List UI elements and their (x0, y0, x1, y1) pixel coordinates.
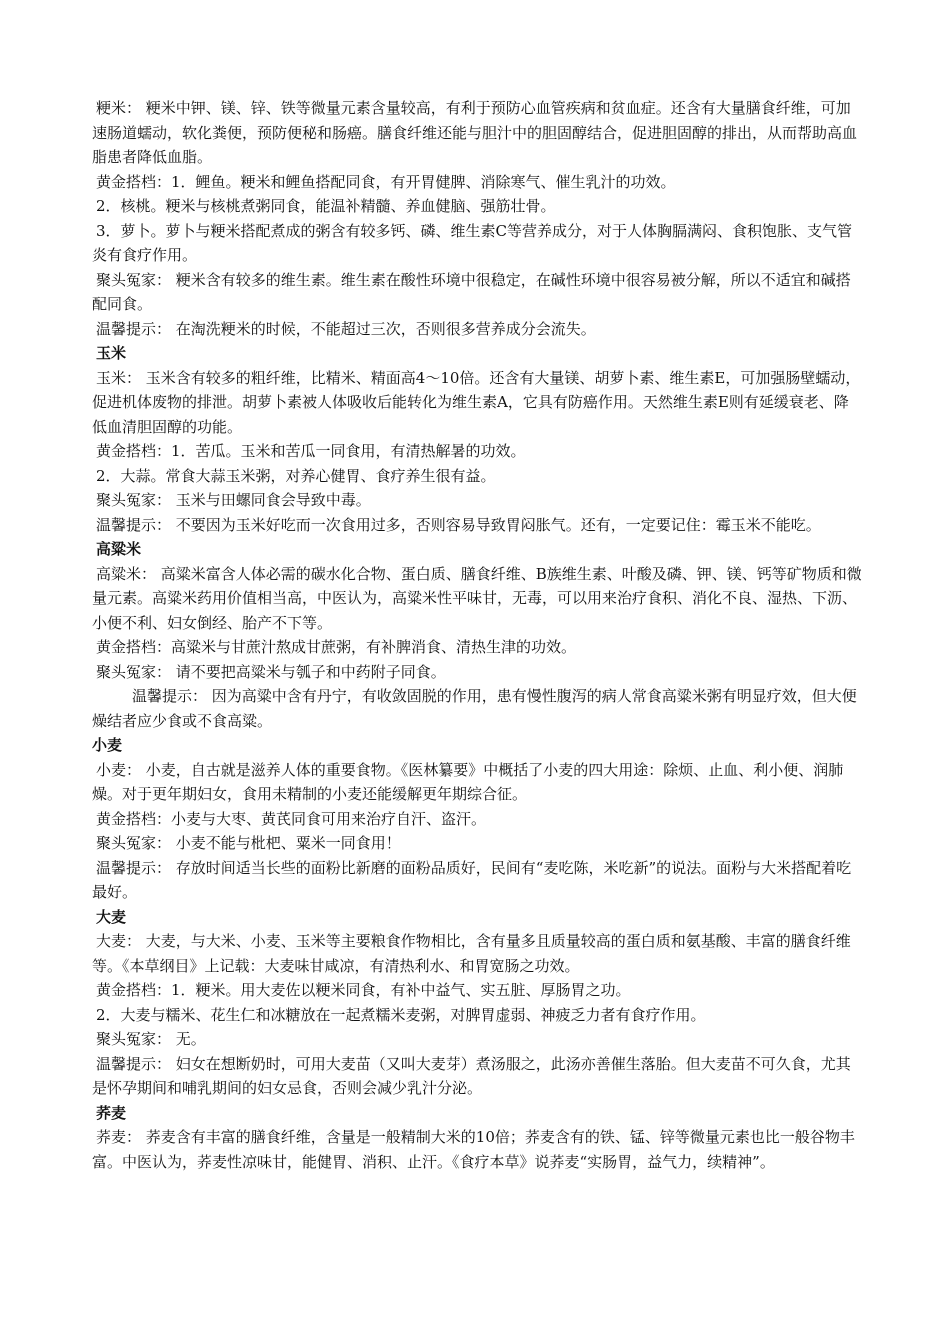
paragraph: 温馨提示： 存放时间适当长些的面粉比新磨的面粉品质好，民间有“麦吃陈，米吃新”的说法。面粉与大米搭配着吃最好。 (92, 858, 852, 901)
section-heading: 小麦 (92, 736, 123, 754)
document-body (92, 96, 862, 1174)
paragraph: 聚头冤家： 无。 (96, 1030, 206, 1048)
paragraph: 温馨提示： 因为高粱中含有丹宁，有收敛固脱的作用，患有慢性腹泻的病人常食高粱米粥有明显疗效，但大便燥结者应少食或不食高粱。 (92, 687, 857, 730)
section-heading: 大麦 (96, 907, 127, 926)
paragraph: 聚头冤家： 粳米含有较多的维生素。维生素在酸性环境中很稳定，在碱性环境中很容易被分解，所以不适宜和碱搭配同食。 (92, 270, 851, 313)
paragraph: 黄金搭档：1．苦瓜。玉米和苦瓜一同食用，有清热解暑的功效。 (96, 442, 526, 460)
paragraph: 2．大麦与糯米、花生仁和冰糖放在一起煮糯米麦粥，对脾胃虚弱、神疲乏力者有食疗作用。 (96, 1005, 706, 1024)
paragraph: 聚头冤家： 玉米与田螺同食会导致中毒。 (96, 491, 371, 509)
paragraph: 聚头冤家： 请不要把高粱米与瓠子和中药附子同食。 (96, 662, 446, 681)
paragraph: 黄金搭档：小麦与大枣、黄芪同食可用来治疗自汗、盗汗。 (96, 809, 487, 828)
paragraph: 小麦： 小麦，自古就是滋养人体的重要食物。《医林纂要》中概括了小麦的四大用途：除烦、止血、利小便、润肺燥。对于更年期妇女，食用未精制的小麦还能缓解更年期综合征。 (92, 760, 844, 803)
paragraph: 高粱米： 高粱米富含人体必需的碳水化合物、蛋白质、膳食纤维、B族维生素、叶酸及磷、钾、镁、钙等矿物质和微量元素。高粱米药用价值相当高，中医认为，高粱米性平味甘，无毒，可以用来治疗食积、消化不良、湿热、下沥、小便不利、妇女倒经、胎产不下等。 (92, 564, 862, 632)
paragraph: 粳米： 粳米中钾、镁、锌、铁等微量元素含量较高，有利于预防心血管疾病和贫血症。还含有大量膳食纤维，可加速肠道蠕动，软化粪便，预防便秘和肠癌。膳食纤维还能与胆汁中的胆固醇结合，促进胆固醇的排出，从而帮助高血脂患者降低血脂。 (92, 99, 858, 166)
paragraph: 2．大蒜。常食大蒜玉米粥，对养心健胃、食疗养生很有益。 (96, 466, 496, 485)
paragraph: 3．萝卜。萝卜与粳米搭配煮成的粥含有较多钙、磷、维生素C等营养成分，对于人体胸膈满闷、食积饱胀、支气管炎有食疗作用。 (92, 221, 853, 264)
paragraph: 聚头冤家： 小麦不能与枇杷、粟米一同食用！ (96, 834, 401, 852)
paragraph: 大麦： 大麦，与大米、小麦、玉米等主要粮食作物相比，含有量多且质量较高的蛋白质和氨基酸、丰富的膳食纤维等。《本草纲目》上记载：大麦味甘咸凉，有清热利水、和胃宽肠之功效。 (92, 932, 851, 975)
paragraph: 黄金搭档：1．粳米。用大麦佐以粳米同食，有补中益气、实五脏、厚肠胃之功。 (96, 981, 631, 999)
section-heading: 玉米 (96, 344, 127, 362)
paragraph: 黄金搭档：1．鲤鱼。粳米和鲤鱼搭配同食，有开胃健脾、消除寒气、催生乳汁的功效。 (96, 172, 676, 191)
section-heading: 高粱米 (96, 540, 142, 558)
paragraph: 2．核桃。粳米与核桃煮粥同食，能温补精髓、养血健脑、强筋壮骨。 (96, 197, 556, 215)
paragraph: 黄金搭档：高粱米与甘蔗汁熬成甘蔗粥，有补脾消食、清热生津的功效。 (96, 638, 577, 656)
section-heading: 荞麦 (96, 1103, 127, 1122)
paragraph: 温馨提示： 不要因为玉米好吃而一次食用过多，否则容易导致胃闷胀气。还有，一定要记住：霉玉米不能吃。 (96, 515, 821, 534)
paragraph: 玉米： 玉米含有较多的粗纤维，比精米、精面高4～10倍。还含有大量镁、胡萝卜素、维生素E，可加强肠壁蠕动，促进机体废物的排泄。胡萝卜素被人体吸收后能转化为维生素A，它具有防癌作用。天然维生素E则有延缓衰老、降低血清胆固醇的功能。 (92, 368, 861, 436)
paragraph: 温馨提示： 妇女在想断奶时，可用大麦苗（又叫大麦芽）煮汤服之，此汤亦善催生落胎。但大麦苗不可久食，尤其是怀孕期间和哺乳期间的妇女忌食，否则会减少乳汁分泌。 (92, 1054, 851, 1097)
paragraph: 荞麦： 荞麦含有丰富的膳食纤维，含量是一般精制大米的10倍；荞麦含有的铁、锰、锌等微量元素也比一般谷物丰富。中医认为，荞麦性凉味甘，能健胃、消积、止汗。《食疗本草》说荞麦“实肠胃，益气力，续精神”。 (92, 1128, 855, 1171)
paragraph: 温馨提示： 在淘洗粳米的时候，不能超过三次，否则很多营养成分会流失。 (96, 319, 596, 338)
